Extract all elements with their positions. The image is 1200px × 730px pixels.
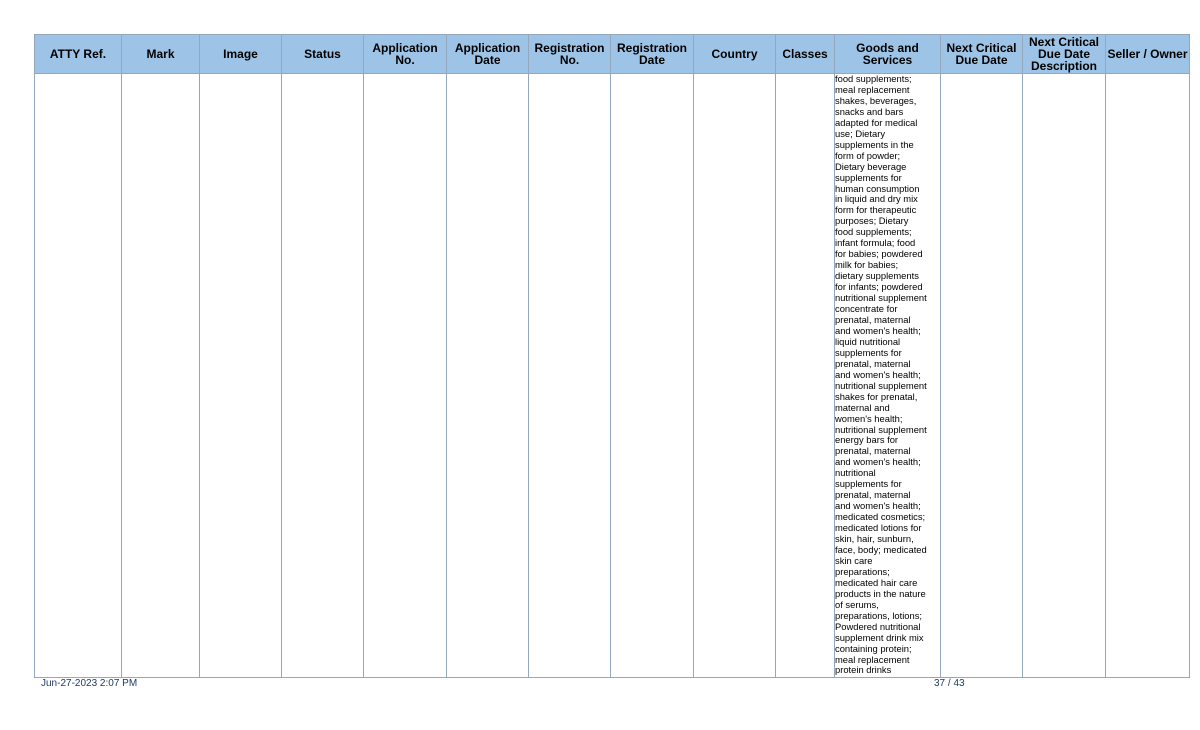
goods-services-line: medicated cosmetics; (835, 511, 926, 523)
col-header-mark: Mark (122, 35, 200, 74)
cell-image (200, 74, 282, 678)
goods-services-line: women's health; (835, 412, 903, 424)
cell-goods-services (835, 74, 941, 678)
goods-services-line: supplements for (835, 171, 902, 183)
goods-services-line: maternal and (835, 401, 890, 413)
cell-status (282, 74, 364, 678)
goods-services-line: for babies; powdered (835, 248, 923, 260)
col-header-next-critical-due-date-description: Next Critical Due Date Description (1023, 35, 1106, 74)
goods-services-line: shakes for prenatal, (835, 390, 918, 402)
goods-services-line: infant formula; food (835, 237, 916, 249)
goods-services-line: meal replacement (835, 83, 910, 95)
col-header-seller-owner: Seller / Owner (1106, 35, 1190, 74)
goods-services-line: and women's health; (835, 456, 921, 468)
goods-services-line: concentrate for (835, 303, 898, 315)
goods-services-line: purposes; Dietary (835, 215, 909, 227)
goods-services-line: and women's health; (835, 500, 921, 512)
col-header-classes: Classes (776, 35, 835, 74)
col-header-next-critical-due-date: Next Critical Due Date (941, 35, 1023, 74)
goods-services-line: supplements in the (835, 138, 914, 150)
goods-services-line: adapted for medical (835, 116, 918, 128)
header-row (35, 35, 1190, 74)
goods-services-line: containing protein; (835, 642, 912, 654)
col-header-goods-services: Goods and Services (835, 35, 941, 74)
col-header-atty-ref: ATTY Ref. (35, 35, 122, 74)
goods-services-line: energy bars for (835, 434, 899, 446)
goods-services-line: Dietary beverage (835, 160, 907, 172)
goods-services-line: use; Dietary (835, 127, 886, 139)
footer-page-number: 37 / 43 (934, 678, 965, 689)
cell-next-critical-due-date (941, 74, 1023, 678)
goods-services-line: supplement drink mix (835, 631, 924, 643)
col-header-registration-no: Registration No. (529, 35, 611, 74)
goods-services-line: nutritional supplement (835, 379, 927, 391)
goods-services-line: and women's health; (835, 368, 921, 380)
cell-seller-owner (1106, 74, 1190, 678)
goods-services-line: meal replacement (835, 653, 910, 665)
cell-registration-date (611, 74, 694, 678)
goods-services-line: nutritional supplement (835, 423, 927, 435)
goods-services-line: and women's health; (835, 324, 921, 336)
footer-timestamp: Jun-27-2023 2:07 PM (41, 678, 138, 689)
goods-services-line: preparations; (835, 565, 890, 577)
goods-services-line: nutritional supplement (835, 292, 927, 304)
col-header-application-no: Application No. (364, 35, 447, 74)
col-header-image: Image (200, 35, 282, 74)
table-row (35, 74, 1190, 678)
col-header-country: Country (694, 35, 776, 74)
goods-services-line: supplements for (835, 478, 902, 490)
goods-services-line: supplements for (835, 346, 902, 358)
goods-services-line: prenatal, maternal (835, 489, 911, 501)
goods-services-line: milk for babies; (835, 259, 899, 271)
col-header-status: Status (282, 35, 364, 74)
goods-services-line: nutritional (835, 467, 876, 479)
goods-services-line: in liquid and dry mix (835, 193, 918, 205)
cell-application-no (364, 74, 447, 678)
goods-services-line: liquid nutritional (835, 335, 901, 347)
trademark-table (34, 34, 1190, 678)
cell-next-critical-due-date-description (1023, 74, 1106, 678)
cell-registration-no (529, 74, 611, 678)
cell-atty-ref (35, 74, 122, 678)
col-header-registration-date: Registration Date (611, 35, 694, 74)
goods-services-line: preparations, lotions; (835, 609, 923, 621)
goods-services-line: food supplements; (835, 73, 912, 84)
goods-services-line: prenatal, maternal (835, 357, 911, 369)
goods-services-line: skin, hair, sunburn, (835, 533, 914, 545)
goods-services-line: snacks and bars (835, 105, 904, 117)
goods-services-line: form for therapeutic (835, 204, 917, 216)
goods-services-line: skin care (835, 554, 873, 566)
goods-services-line: prenatal, maternal (835, 313, 911, 325)
cell-application-date (447, 74, 529, 678)
goods-services-line: Powdered nutritional (835, 620, 921, 632)
goods-services-line: of serums, (835, 598, 879, 610)
goods-services-line: prenatal, maternal (835, 445, 911, 457)
goods-services-line: medicated lotions for (835, 522, 922, 534)
col-header-application-date: Application Date (447, 35, 529, 74)
goods-services-line: protein drinks (835, 664, 892, 676)
cell-country (694, 74, 776, 678)
goods-services-line: human consumption (835, 182, 920, 194)
cell-mark (122, 74, 200, 678)
goods-services-line: dietary supplements (835, 270, 919, 282)
goods-services-line: shakes, beverages, (835, 94, 917, 106)
goods-services-line: medicated hair care (835, 576, 918, 588)
goods-services-line: food supplements; (835, 226, 912, 238)
goods-services-line: for infants; powdered (835, 281, 923, 293)
cell-classes (776, 74, 835, 678)
goods-services-line: products in the nature (835, 587, 926, 599)
goods-services-line: form of powder; (835, 149, 901, 161)
goods-services-line: face, body; medicated (835, 543, 927, 555)
